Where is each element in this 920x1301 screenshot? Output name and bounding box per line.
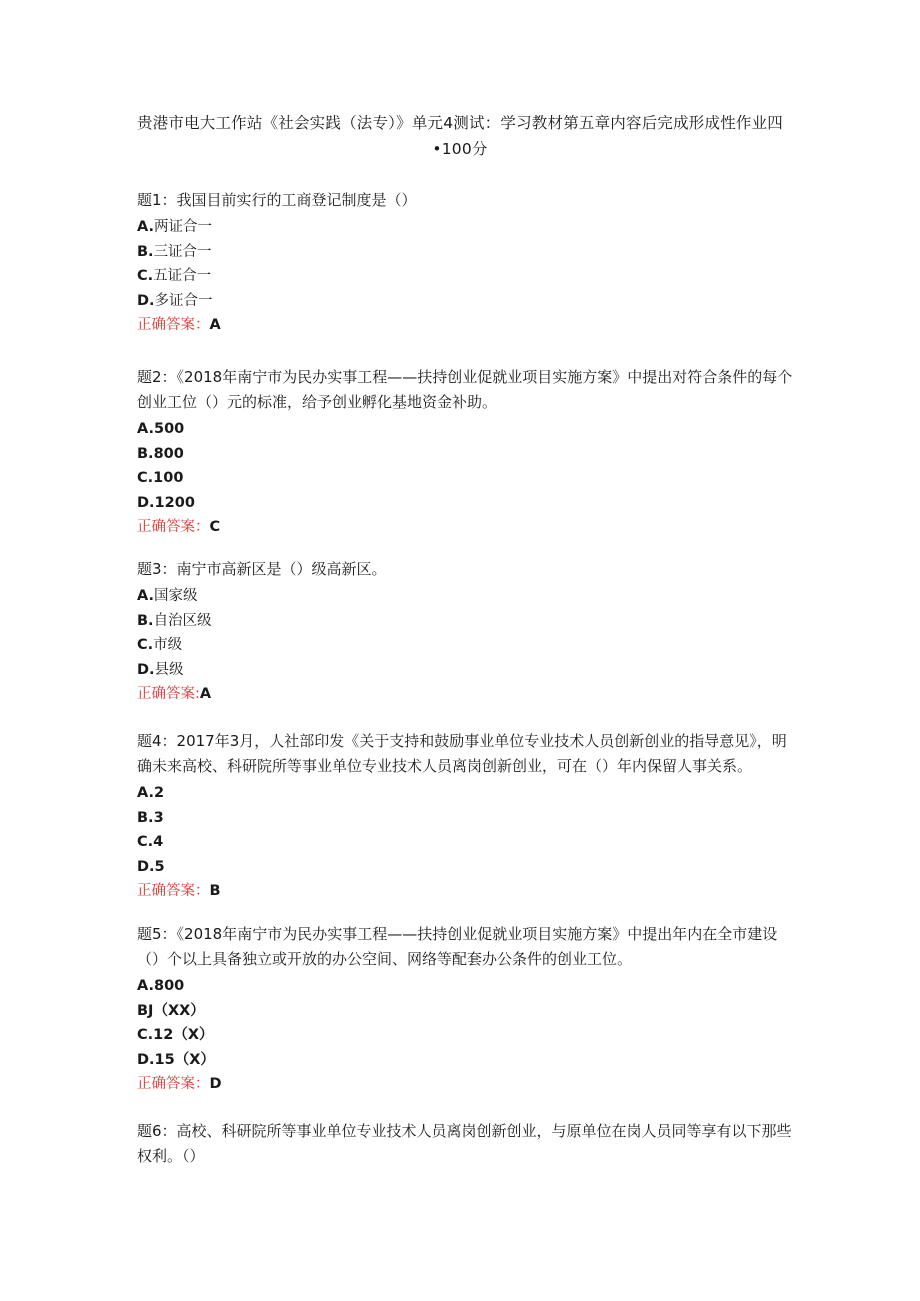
title-line-2: •100分: [432, 140, 488, 158]
option-text: 市级: [153, 637, 183, 654]
option-letter: A.: [137, 588, 154, 604]
option-letter: A.: [137, 219, 154, 235]
option-letter: A.: [137, 978, 154, 994]
option-text: 三证合一: [153, 243, 212, 260]
answer-value: A: [209, 317, 221, 334]
question-3: [137, 557, 797, 707]
option-letter: B.: [137, 243, 154, 260]
option-b: [137, 806, 797, 831]
correct-answer: [137, 682, 797, 707]
question-5: [137, 922, 797, 1097]
question-stem: 题6：高校、科研院所等事业单位专业技术人员离岗创新创业，与原单位在岗人员同等享有以下那些权利。（）: [137, 1122, 792, 1165]
option-d: [137, 289, 797, 314]
option-letter: D.: [137, 1051, 155, 1068]
answer-label: 正确答案：: [137, 1076, 210, 1093]
option-letter: C.: [137, 834, 154, 851]
option-c: [137, 466, 797, 491]
title-line-1: 贵港市电大工作站《社会实践（法专）》单元4测试：学习教材第五章内容后完成形成性作业四: [136, 114, 783, 132]
correct-answer: [137, 879, 797, 904]
option-letter: C.: [137, 637, 154, 654]
answer-value: B: [209, 883, 221, 900]
option-b: [137, 442, 797, 467]
option-text: 国家级: [154, 588, 198, 604]
answer-label: 正确答案：: [137, 883, 210, 900]
option-letter: B.: [137, 809, 154, 826]
option-d: [137, 1048, 797, 1073]
option-letter: C.: [137, 470, 154, 487]
option-b: [137, 609, 797, 634]
option-text: 2: [154, 785, 165, 801]
option-letter: BJ: [137, 1002, 154, 1019]
option-d: [137, 855, 797, 880]
question-2: [137, 365, 797, 540]
option-text: 五证合一: [153, 268, 212, 285]
option-letter: D.: [137, 858, 155, 875]
option-c: [137, 1023, 797, 1048]
option-letter: D.: [137, 661, 155, 678]
answer-value: A: [199, 686, 212, 703]
option-letter: C.: [137, 268, 154, 285]
correct-answer: [137, 313, 797, 338]
question-stem: 题5：《2018年南宁市为民办实事工程——扶持创业促就业项目实施方案》中提出年内在全市建设（）个以上具备独立或开放的办公空间、网络等配套办公条件的创业工位。: [137, 925, 778, 968]
option-d: [137, 658, 797, 683]
option-a: [137, 215, 797, 240]
option-a: [137, 974, 797, 999]
question-stem: 题4：2017年3月，人社部印发《关于支持和鼓励事业单位专业技术人员创新创业的指导意见》，明确未来高校、科研院所等事业单位专业技术人员离岗创新创业，可在（）年内保留人事关系。: [137, 732, 787, 775]
answer-value: C: [209, 519, 221, 536]
option-text: 5: [154, 858, 165, 875]
option-letter: B.: [137, 612, 154, 629]
option-a: [137, 417, 797, 442]
option-text: 自治区级: [153, 612, 212, 629]
option-letter: D.: [137, 494, 155, 511]
option-d: [137, 491, 797, 516]
option-text: 县级: [154, 661, 184, 678]
option-letter: B.: [137, 445, 154, 462]
document-title: [120, 110, 800, 162]
question-4: [137, 729, 797, 904]
option-letter: C.: [137, 1027, 154, 1044]
option-text: 12（X）: [153, 1027, 214, 1044]
option-text: 15（X）: [154, 1051, 215, 1068]
option-letter: A.: [137, 421, 154, 437]
answer-label: 正确答案：: [137, 519, 210, 536]
option-text: 4: [153, 834, 164, 851]
question-1: [137, 188, 797, 338]
option-text: 多证合一: [154, 292, 213, 309]
option-b: [137, 240, 797, 265]
correct-answer: [137, 515, 797, 540]
option-a: [137, 584, 797, 609]
option-a: [137, 781, 797, 806]
correct-answer: [137, 1072, 797, 1097]
question-stem: 题3：南宁市高新区是（）级高新区。: [137, 560, 387, 578]
option-c: [137, 830, 797, 855]
answer-label: 正确答案:: [137, 686, 200, 703]
answer-label: 正确答案：: [137, 317, 210, 334]
option-text: 1200: [154, 494, 195, 511]
question-stem: 题2：《2018年南宁市为民办实事工程——扶持创业促就业项目实施方案》中提出对符合条件的每个创业工位（）元的标准，给予创业孵化基地资金补助。: [137, 368, 793, 411]
option-c: [137, 264, 797, 289]
option-b: [137, 999, 797, 1024]
question-6: [137, 1119, 797, 1171]
option-text: 800: [154, 978, 185, 994]
option-letter: D.: [137, 292, 155, 309]
option-c: [137, 633, 797, 658]
option-text: （XX）: [153, 1002, 205, 1019]
answer-value: D: [209, 1076, 222, 1093]
option-text: 500: [154, 421, 185, 437]
option-text: 100: [153, 470, 184, 487]
option-letter: A.: [137, 785, 154, 801]
option-text: 800: [153, 445, 184, 462]
option-text: 两证合一: [154, 219, 212, 235]
option-text: 3: [153, 809, 164, 826]
question-stem: 题1：我国目前实行的工商登记制度是（）: [137, 191, 417, 209]
